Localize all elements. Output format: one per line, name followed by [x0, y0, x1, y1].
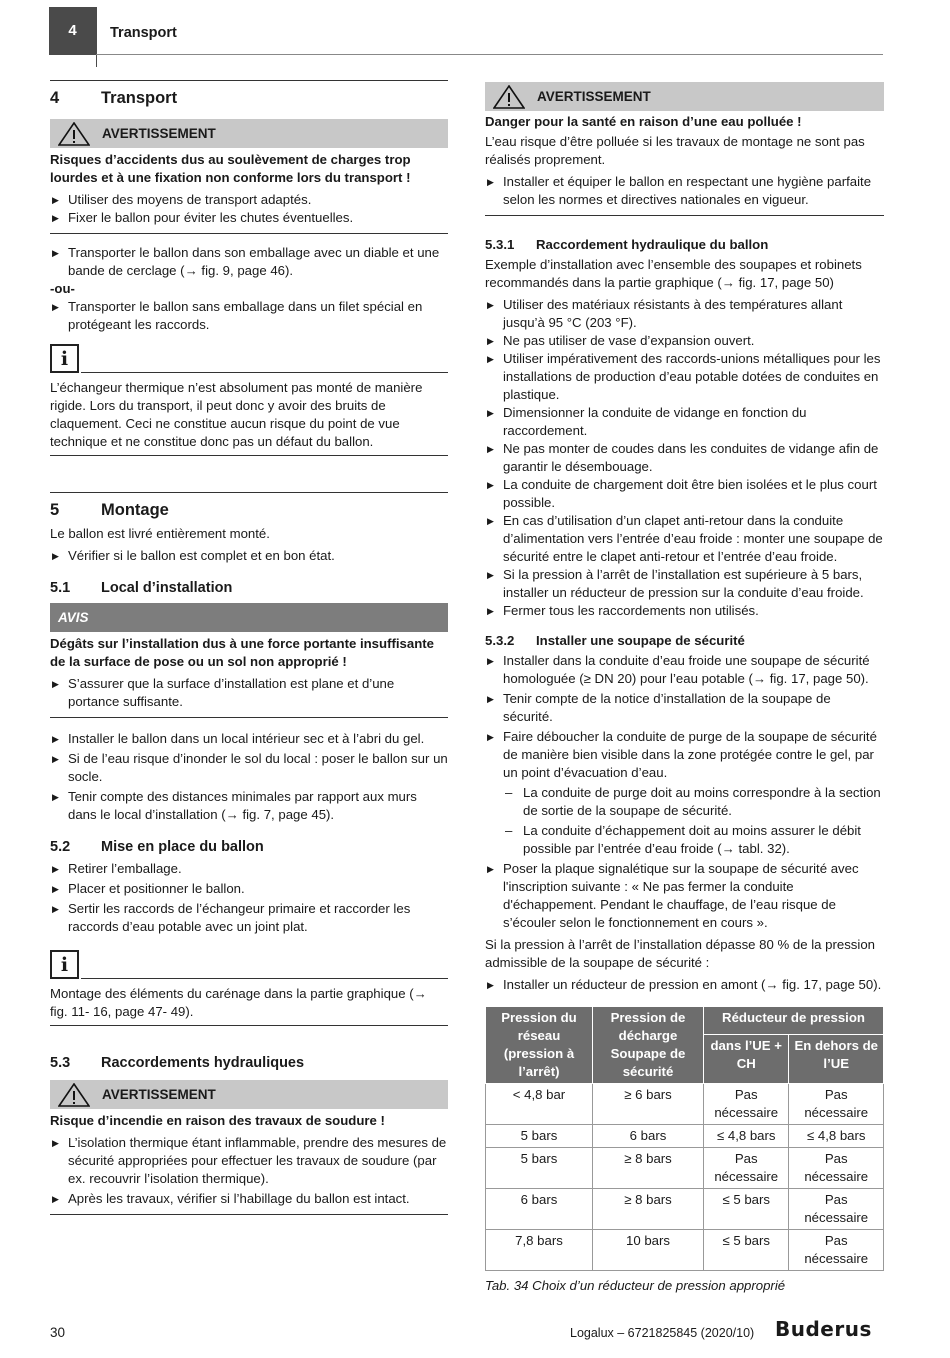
list-item: ▶ Utiliser des matériaux résistants à des températures allant jusqu’à 95 °C (203 °F). [485, 296, 884, 332]
list-item: ▶ Installer un réducteur de pression en amont (→ fig. 17, page 50). [485, 976, 884, 994]
notice-title: Dégâts sur l’installation dus à une force portante insuffisante de la surface de pose ou un sol non approprié ! [50, 636, 434, 669]
list-item: ▶ Utiliser impérativement des raccords-unions métalliques pour les installations de production d’eau potable dotées de conduites en plastique. [485, 350, 884, 404]
info-icon: i [50, 950, 79, 979]
table-header: Pression du réseau (pression à l’arrêt) [486, 1007, 593, 1084]
sub-list-item: – La conduite d’échappement doit au moins assurer le débit possible par l’entrée d’eau froide (→ tabl. 32). [485, 822, 884, 858]
info-box [50, 344, 448, 373]
list-item: ▶ Tenir compte de la notice d’installation de la soupape de sécurité. [485, 690, 884, 726]
warning-icon [58, 122, 90, 146]
list-item: ▶ Installer le ballon dans un local intérieur sec et à l’abri du gel. [50, 730, 448, 748]
table-row: 6 bars ≥ 8 bars ≤ 5 bars Pas nécessaire [486, 1189, 884, 1230]
paragraph: Si la pression à l’arrêt de l’installation dépasse 80 % de la pression admissible de la soupape de sécurité : [485, 937, 875, 970]
section-5-heading: 5 Montage [50, 501, 169, 519]
list-item: ▶ Poser la plaque signalétique sur la soupape de sécurité avec l'inscription suivante : « Ne pas fermer la conduite d'échappement. Pendant le chauffage, de l’eau risque de s’écouler selon le fonctionnement en cours ». [485, 860, 884, 932]
list-item: ▶ Faire déboucher la conduite de purge de la soupape de sécurité de manière bien visible dans la zone protégée contre le gel, par un point d’évacuation d’eau. [485, 728, 884, 782]
paragraph: Le ballon est livré entièrement monté. [50, 526, 270, 541]
table-header: dans l’UE + CH [704, 1034, 789, 1083]
paragraph: Exemple d’installation avec l’ensemble des soupapes et robinets recommandés dans la partie graphique (→ fig. 17, page 50) [485, 257, 862, 290]
list-item: ▶ Installer et équiper le ballon en respectant une hygiène parfaite selon les normes et directives nationales en vigueur. [485, 173, 884, 209]
list-item: ▶ La conduite de chargement doit être bien isolées et le plus court possible. [485, 476, 884, 512]
info-text: L’échangeur thermique n’est absolument pas monté de manière rigide. Lors du transport, il peut donc y avoir des bruits de claquement. Ceci ne constitue aucun risque du point de vue technique et ne constitue donc pas un défaut du ballon. [50, 380, 423, 449]
list-item: ▶ Ne pas utiliser de vase d’expansion ouvert. [485, 332, 884, 350]
list-item: ▶ Si la pression à l’arrêt de l’installation est supérieure à 5 bars, installer un réducteur de pression sur la conduite d’eau froide. [485, 566, 884, 602]
warning-title: Risque d’incendie en raison des travaux de soudure ! [50, 1113, 385, 1128]
table-row: 5 bars 6 bars ≤ 4,8 bars ≤ 4,8 bars [486, 1125, 884, 1148]
list-item: ▶ L’isolation thermique étant inflammable, prendre des mesures de sécurité appropriées pour effectuer les travaux de soudure (par ex. recouvrir l’isolation thermique). [50, 1134, 448, 1188]
section-5-2-heading: 5.2 Mise en place du ballon [50, 839, 264, 855]
chapter-number: 4 [68, 22, 77, 39]
page-number: 30 [50, 1325, 66, 1340]
list-item: ▶ Tenir compte des distances minimales par rapport aux murs dans le local d’installation (→ fig. 7, page 45). [50, 788, 448, 824]
sub-list-item: – La conduite de purge doit au moins correspondre à la section de sortie de la soupape de sécurité. [485, 784, 884, 820]
left-column [50, 80, 448, 1215]
list-item: ▶ Fermer tous les raccordements non utilisés. [485, 602, 884, 620]
list-item: ▶ Vérifier si le ballon est complet et en bon état. [50, 547, 448, 565]
table-row: 5 bars ≥ 8 bars Pas nécessaire Pas nécessaire [486, 1148, 884, 1189]
info-box [50, 950, 448, 979]
warning-icon [58, 1083, 90, 1107]
warning-bar: AVERTISSEMENT [50, 1080, 448, 1109]
list-item: ▶ Installer dans la conduite d’eau froide une soupape de sécurité homologuée (≥ DN 20) pour l’eau potable (→ fig. 17, page 50). [485, 652, 884, 688]
list-item: ▶ Transporter le ballon sans emballage dans un filet spécial en protégeant les raccords. [50, 298, 448, 334]
notice-bar: AVIS [50, 603, 448, 632]
header-title: Transport [110, 25, 177, 41]
warning-title: Risques d’accidents dus au soulèvement de charges trop lourdes et à une fixation non conforme lors du transport ! [50, 152, 411, 185]
table-header-group: Réducteur de pression [704, 1007, 884, 1035]
paragraph: L’eau risque d’être polluée si les travaux de montage ne sont pas réalisés proprement. [485, 134, 865, 167]
pressure-reducer-table [485, 1006, 884, 1271]
warning-icon [493, 85, 525, 109]
section-5-3-2-heading: 5.3.2 Installer une soupape de sécurité [485, 633, 745, 648]
list-item: ▶ Si de l’eau risque d’inonder le sol du local : poser le ballon sur un socle. [50, 750, 448, 786]
warning-bar: AVERTISSEMENT [485, 82, 884, 111]
section-5-3-heading: 5.3 Raccordements hydrauliques [50, 1055, 305, 1071]
list-item: ▶ Transporter le ballon dans son emballage avec un diable et une bande de cerclage (→ fig. 9, page 46). [50, 244, 448, 280]
section-5-1-heading: 5.1 Local d’installation [50, 580, 233, 596]
header-divider [96, 7, 97, 67]
list-item: ▶ Placer et positionner le ballon. [50, 880, 448, 898]
info-icon: i [50, 344, 79, 373]
section-5-3-1-heading: 5.3.1 Raccordement hydraulique du ballon [485, 237, 769, 252]
list-item: ▶ En cas d’utilisation d’un clapet anti-retour dans la conduite d’alimentation vers l’entrée d’eau froide : monter une soupape de sécurité entre le clapet anti-retour et l’entrée d’eau froide. [485, 512, 884, 566]
warning-1-body [50, 148, 448, 234]
header-rule [96, 54, 883, 55]
table-row: < 4,8 bar ≥ 6 bars Pas nécessaire Pas nécessaire [486, 1084, 884, 1125]
brand-logo: Buderus [775, 1317, 872, 1341]
chapter-tab [49, 7, 96, 55]
right-column [485, 82, 884, 1295]
table-header: Pression de décharge Soupape de sécurité [593, 1007, 704, 1084]
table-caption: Tab. 34 Choix d’un réducteur de pression approprié [485, 1278, 786, 1293]
document-reference: Logalux – 6721825845 (2020/10) [570, 1326, 755, 1340]
info-text: Montage des éléments du carénage dans la partie graphique (→ fig. 11- 16, page 47- 49). [50, 986, 427, 1019]
list-item: ▶ Fixer le ballon pour éviter les chutes éventuelles. [50, 209, 448, 227]
list-item: ▶ Dimensionner la conduite de vidange en fonction du raccordement. [485, 404, 884, 440]
list-item: ▶ Retirer l’emballage. [50, 860, 448, 878]
bullet-list [485, 296, 884, 620]
list-item: ▶ Utiliser des moyens de transport adaptés. [50, 191, 448, 209]
section-4-heading: 4 Transport [50, 89, 178, 107]
list-item: ▶ Ne pas monter de coudes dans les conduites de vidange afin de garantir le désembouage. [485, 440, 884, 476]
list-item: ▶ S’assurer que la surface d’installation est plane et d’une portance suffisante. [50, 675, 448, 711]
or-separator: -ou- [50, 281, 75, 296]
table-row: 7,8 bars 10 bars ≤ 5 bars Pas nécessaire [486, 1230, 884, 1271]
list-item: ▶ Sertir les raccords de l’échangeur primaire et raccorder les raccords d’eau potable avec un joint plat. [50, 900, 448, 936]
list-item: ▶ Après les travaux, vérifier si l’habillage du ballon est intact. [50, 1190, 448, 1208]
warning-title: Danger pour la santé en raison d’une eau polluée ! [485, 114, 802, 129]
table-header: En dehors de l’UE [789, 1034, 884, 1083]
warning-bar: AVERTISSEMENT [50, 119, 448, 148]
